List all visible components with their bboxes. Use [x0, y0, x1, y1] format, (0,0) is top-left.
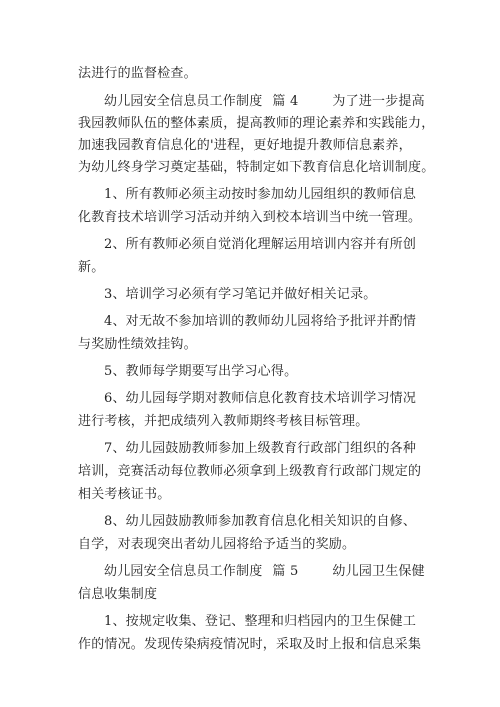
text-line: 7、幼儿园鼓励教师参加上级教育行政部门组织的各种	[104, 441, 417, 456]
heading-number: 篇 4	[272, 94, 299, 109]
text-line: 8、幼儿园鼓励教师参加教育信息化相关知识的自修、	[104, 514, 417, 529]
text-line: 法进行的监督检查。	[78, 66, 197, 81]
heading-title: 幼儿园安全信息员工作制度	[104, 564, 263, 579]
text-line: 1、按规定收集、登记、整理和归档园内的卫生保健工	[104, 614, 417, 629]
text-line: 自学，对表现突出者幼儿园将给予适当的奖励。	[78, 537, 356, 552]
heading-lead-text: 为了进一步提高	[332, 94, 425, 109]
text-line: 6、幼儿园每学期对教师信息化教育技术培训学习情况	[104, 391, 417, 406]
text-line: 信息收集制度	[78, 587, 158, 602]
heading-number: 篇 5	[272, 564, 299, 579]
text-line: 2、所有教师必须自觉消化理解运用培训内容并有所创	[104, 237, 417, 252]
section-heading-5	[104, 564, 425, 580]
text-line: 进行考核，并把成绩列入教师期终考核目标管理。	[78, 414, 369, 429]
text-line: 化教育技术培训学习活动并纳入到校本培训当中统一管理。	[78, 210, 422, 225]
text-line: 为幼儿终身学习奠定基础，特制定如下教育信息化培训制度。	[78, 160, 435, 175]
text-line: 4、对无故不参加培训的教师幼儿园将给予批评并酌情	[104, 314, 417, 329]
text-line: 与奖励性绩效挂钩。	[78, 337, 197, 352]
text-line: 作的情况。发现传染病疫情况时，采取及时上报和信息采集	[78, 637, 422, 652]
text-line: 培训，竞赛活动每位教师必须拿到上级教育行政部门规定的	[78, 464, 422, 479]
text-line: 3、培训学习必须有学习笔记并做好相关记录。	[104, 287, 377, 302]
text-line: 新。	[78, 260, 105, 275]
text-line: 我园教师队伍的整体素质，提高教师的理论素养和实践能力，	[78, 116, 435, 131]
text-line: 1、所有教师必须主动按时参加幼儿园组织的教师信息	[104, 187, 417, 202]
section-heading-4	[104, 94, 425, 110]
text-line: 加速我园教育信息化的'进程，更好地提升教师信息素养，	[78, 138, 412, 153]
heading-title: 幼儿园安全信息员工作制度	[104, 94, 263, 109]
text-line: 5、教师每学期要写出学习心得。	[104, 364, 298, 379]
text-line: 相关考核证书。	[78, 487, 171, 502]
heading-lead-text: 幼儿园卫生保健	[332, 564, 425, 579]
